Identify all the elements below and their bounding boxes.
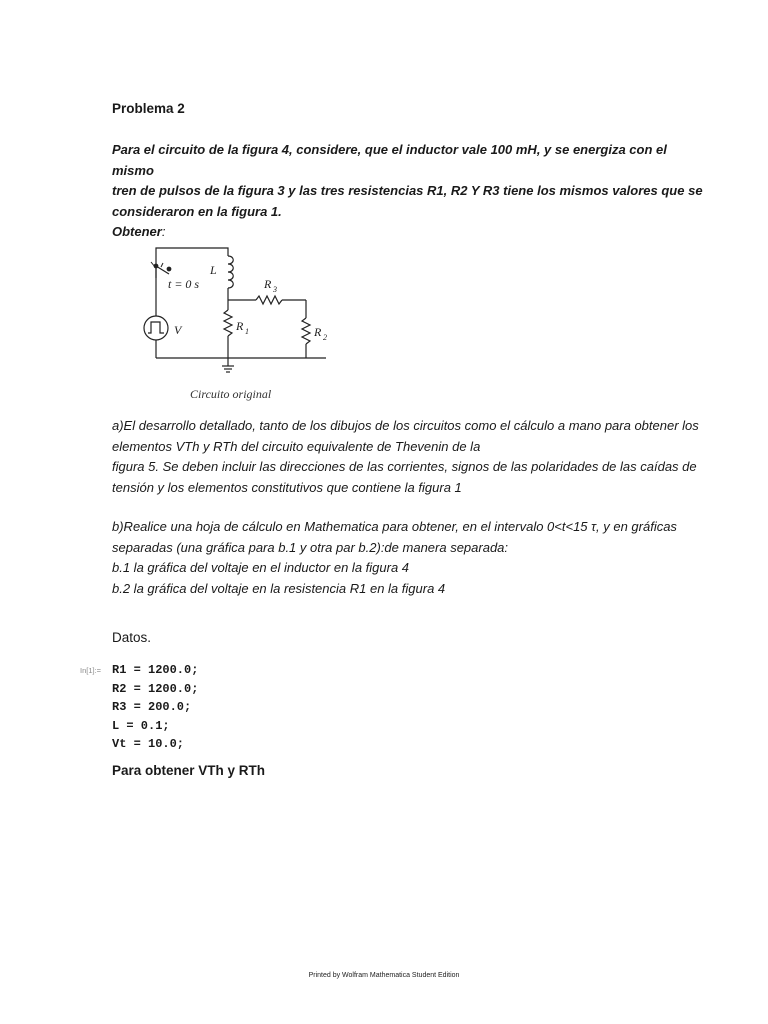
section-b-line-2: separadas (una gráfica para b.1 y otra par b.2):de manera separada: <box>112 539 509 555</box>
r1-label: R <box>236 319 244 333</box>
switch-label: t = 0 s <box>168 277 200 291</box>
ground-icon <box>222 358 234 372</box>
print-footer: Printed by Wolfram Mathematica Student Edition <box>308 972 460 979</box>
r1-sub: 1 <box>245 327 249 336</box>
section-b <box>112 517 712 599</box>
input-cell-label: In[1]:= <box>80 666 102 675</box>
pulse-source-icon <box>144 316 168 340</box>
r1-resistor-icon <box>224 310 232 336</box>
code-line-l: L = 0.1; <box>112 718 170 733</box>
section-a-line-1: a)El desarrollo detallado, tanto de los dibujos de los circuitos como el cálculo a mano para obtener los <box>112 418 699 433</box>
section-a-line-2: elementos VTh y RTh del circuito equivalente de Thevenin de la <box>112 438 481 454</box>
obtain-colon: : <box>161 224 166 239</box>
section-b-line-3: b.1 la gráfica del voltaje en el inductor en la figura 4 <box>112 560 410 575</box>
section-a-line-3: figura 5. Se deben incluir las direcciones de las corrientes, signos de las polaridades de las caídas de <box>112 459 697 474</box>
r2-resistor-icon <box>302 318 310 344</box>
input-cell-code[interactable] <box>112 661 198 754</box>
r2-sub: 2 <box>323 333 327 342</box>
switch-icon <box>151 262 171 278</box>
obtain-label: Obtener <box>112 224 162 239</box>
problem-title: Problema 2 <box>112 101 185 116</box>
code-line-vt: Vt = 10.0; <box>112 737 185 751</box>
wire-top-left <box>156 248 228 278</box>
section-b-line-4: b.2 la gráfica del voltaje en la resistencia R1 en la figura 4 <box>112 580 446 596</box>
r3-resistor-icon <box>256 296 282 304</box>
code-line-r2: R2 = 1200.0; <box>112 681 199 696</box>
statement-line-2: tren de pulsos de la figura 3 y las tres resistencias R1, R2 Y R3 tiene los mismos valores que se <box>112 183 703 198</box>
r2-label: R <box>314 325 322 339</box>
code-line-r1: R1 = 1200.0; <box>112 663 199 677</box>
r3-label: R <box>264 277 272 291</box>
code-line-r3: R3 = 200.0; <box>112 700 192 714</box>
problem-statement <box>112 140 712 243</box>
r3-sub: 3 <box>273 285 277 294</box>
datos-heading: Datos. <box>112 630 152 645</box>
section-b-line-1: b)Realice una hoja de cálculo en Mathematica para obtener, en el intervalo 0<t<15 τ, y en gráficas <box>112 519 677 534</box>
section-a <box>112 416 712 498</box>
subheading: Para obtener VTh y RTh <box>112 763 266 778</box>
source-label: V <box>174 323 182 337</box>
circuit-figure <box>136 236 342 406</box>
section-a-line-4: tensión y los elementos constitutivos que contiene la figura 1 <box>112 479 462 495</box>
statement-line-3: consideraron en la figura 1. <box>112 203 282 219</box>
statement-line-1: Para el circuito de la figura 4, considere, que el inductor vale 100 mH, y se energiza con el mismo <box>112 142 667 178</box>
figure-caption: Circuito original <box>190 387 272 401</box>
inductor-icon <box>228 256 233 288</box>
inductor-label: L <box>210 263 217 277</box>
